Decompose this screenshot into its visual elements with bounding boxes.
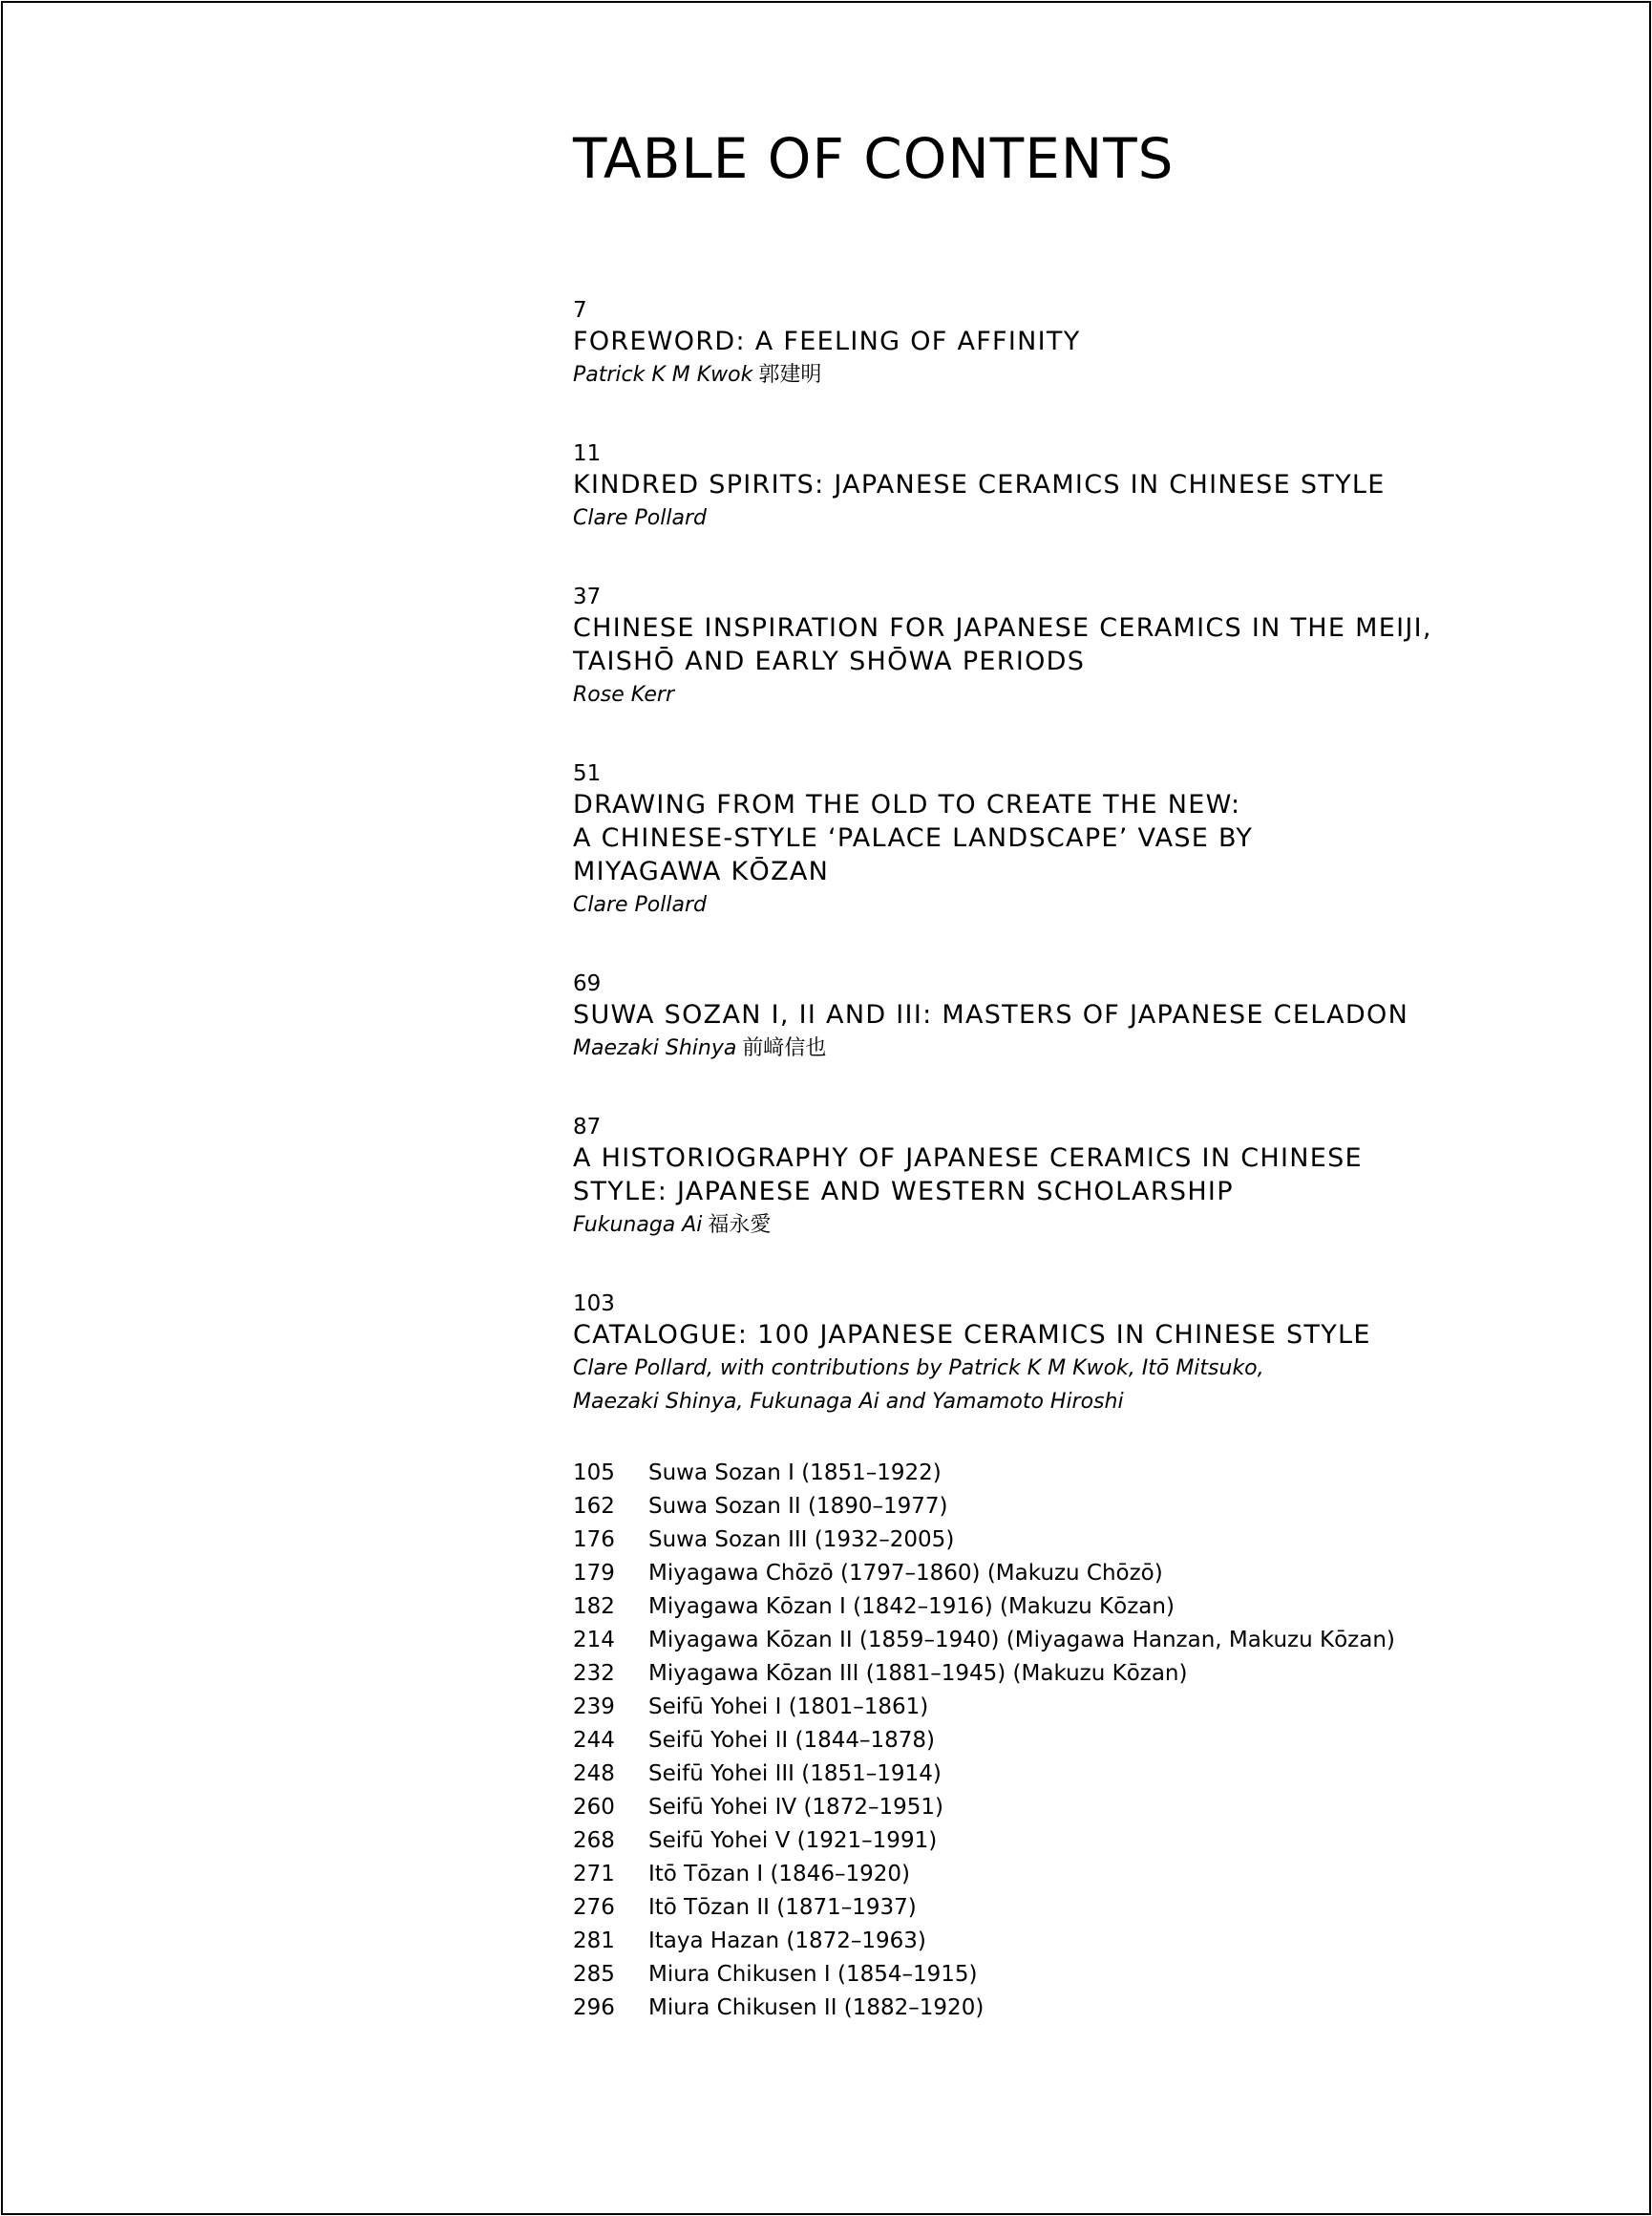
catalogue-page-number: 281 [573, 1928, 615, 1953]
catalogue-page-number: 105 [573, 1460, 615, 1485]
catalogue-item-label: Miura Chikusen II (1882–1920) [648, 1995, 985, 2020]
entry-title: CHINESE INSPIRATION FOR JAPANESE CERAMICS IN THE MEIJI, [573, 613, 1432, 643]
catalogue-item-label: Seifū Yohei V (1921–1991) [648, 1828, 938, 1853]
entry-page-number: 37 [573, 585, 602, 609]
author-name: Clare Pollard [573, 506, 707, 530]
entry-page-number: 87 [573, 1115, 602, 1140]
entry-title: FOREWORD: A FEELING OF AFFINITY [573, 327, 1081, 356]
author-name: Patrick K M Kwok [573, 363, 753, 387]
toc-entry [573, 970, 1566, 1065]
entry-title: KINDRED SPIRITS: JAPANESE CERAMICS IN CHINESE STYLE [573, 470, 1386, 500]
toc-entry [573, 759, 1566, 922]
catalogue-list-item [573, 1791, 1566, 1824]
catalogue-list-item [573, 1590, 1566, 1624]
catalogue-list-item [573, 1657, 1566, 1691]
catalogue-page-number: 176 [573, 1527, 615, 1552]
catalogue-page-number: 271 [573, 1862, 615, 1886]
entry-credit-line: Clare Pollard, with contributions by Patrick K M Kwok, Itō Mitsuko, [573, 1356, 1264, 1380]
toc-entry [573, 583, 1566, 712]
author-name-cjk: 福永愛 [708, 1213, 772, 1237]
catalogue-list-item [573, 1724, 1566, 1758]
catalogue-item-label: Suwa Sozan II (1890–1977) [648, 1494, 948, 1519]
catalogue-item-label: Suwa Sozan I (1851–1922) [648, 1460, 942, 1485]
catalogue-item-label: Itō Tōzan II (1871–1937) [648, 1895, 917, 1920]
catalogue-item-label: Itaya Hazan (1872–1963) [648, 1928, 926, 1953]
entry-page-number: 11 [573, 441, 602, 466]
catalogue-item-label: Miura Chikusen I (1854–1915) [648, 1962, 978, 1987]
page-title: TABLE OF CONTENTS [573, 126, 1175, 191]
catalogue-item-label: Miyagawa Chōzō (1797–1860) (Makuzu Chōzō) [648, 1561, 1163, 1586]
catalogue-item-label: Miyagawa Kōzan I (1842–1916) (Makuzu Kōzan) [648, 1594, 1175, 1619]
catalogue-page-number: 248 [573, 1761, 615, 1786]
entry-title: STYLE: JAPANESE AND WESTERN SCHOLARSHIP [573, 1177, 1234, 1206]
entry-title: CATALOGUE: 100 JAPANESE CERAMICS IN CHINESE STYLE [573, 1320, 1371, 1350]
entry-page-number: 69 [573, 971, 602, 996]
catalogue-item-label: Seifū Yohei II (1844–1878) [648, 1728, 936, 1753]
catalogue-list-item [573, 1925, 1566, 1958]
entry-title: A CHINESE-STYLE ‘PALACE LANDSCAPE’ VASE BY [573, 823, 1254, 853]
catalogue-list-item [573, 1891, 1566, 1925]
entry-title: SUWA SOZAN I, II AND III: MASTERS OF JAPANESE CELADON [573, 1000, 1409, 1030]
entry-credit-line: Maezaki Shinya, Fukunaga Ai and Yamamoto Hiroshi [573, 1390, 1124, 1414]
entry-author [573, 358, 1566, 392]
catalogue-item-label: Suwa Sozan III (1932–2005) [648, 1527, 955, 1552]
catalogue-list-item [573, 1691, 1566, 1724]
entry-title: A HISTORIOGRAPHY OF JAPANESE CERAMICS IN CHINESE [573, 1143, 1363, 1173]
catalogue-page-number: 214 [573, 1628, 615, 1652]
catalogue-page-number: 244 [573, 1728, 615, 1753]
entry-title: DRAWING FROM THE OLD TO CREATE THE NEW: [573, 790, 1241, 820]
catalogue-list-item [573, 1758, 1566, 1791]
table-of-contents [573, 124, 1566, 2025]
catalogue-item-label: Itō Tōzan I (1846–1920) [648, 1862, 910, 1886]
catalogue-item-label: Seifū Yohei I (1801–1861) [648, 1694, 929, 1719]
entry-author [573, 1032, 1566, 1065]
author-name-cjk: 郭建明 [758, 363, 822, 387]
catalogue-list-item [573, 1824, 1566, 1858]
catalogue-item-label: Seifū Yohei IV (1872–1951) [648, 1795, 943, 1820]
catalogue-page-number: 260 [573, 1795, 615, 1820]
catalogue-list-item [573, 1490, 1566, 1524]
catalogue-item-label: Miyagawa Kōzan II (1859–1940) (Miyagawa Hanzan, Makuzu Kōzan) [648, 1628, 1395, 1652]
catalogue-list-item [573, 1524, 1566, 1557]
catalogue-list-item [573, 1992, 1566, 2025]
entry-page-number: 51 [573, 761, 602, 786]
entry-title: TAISHŌ AND EARLY SHŌWA PERIODS [573, 647, 1086, 676]
catalogue-list [573, 1457, 1566, 2025]
catalogue-page-number: 239 [573, 1694, 615, 1719]
entry-author [573, 501, 1566, 535]
toc-entry-catalogue [573, 1289, 1566, 1418]
catalogue-item-label: Seifū Yohei III (1851–1914) [648, 1761, 942, 1786]
entry-page-number: 7 [573, 298, 587, 323]
entry-author [573, 888, 1566, 922]
catalogue-list-item [573, 1858, 1566, 1891]
catalogue-page-number: 296 [573, 1995, 615, 2020]
catalogue-page-number: 182 [573, 1594, 615, 1619]
author-name: Fukunaga Ai [573, 1213, 703, 1237]
catalogue-page-number: 268 [573, 1828, 615, 1853]
entry-title: MIYAGAWA KŌZAN [573, 857, 830, 886]
entry-author [573, 1208, 1566, 1242]
catalogue-page-number: 162 [573, 1494, 615, 1519]
author-name: Rose Kerr [573, 683, 675, 707]
catalogue-item-label: Miyagawa Kōzan III (1881–1945) (Makuzu Kōzan) [648, 1661, 1188, 1686]
catalogue-page-number: 285 [573, 1962, 615, 1987]
catalogue-page-number: 232 [573, 1661, 615, 1686]
catalogue-list-item [573, 1958, 1566, 1992]
catalogue-page-number: 179 [573, 1561, 615, 1586]
catalogue-list-item [573, 1624, 1566, 1657]
toc-entry [573, 1113, 1566, 1242]
catalogue-list-item [573, 1457, 1566, 1490]
catalogue-page-number: 276 [573, 1895, 615, 1920]
author-name-cjk: 前﨑信也 [742, 1036, 827, 1060]
toc-entry [573, 439, 1566, 535]
author-name: Maezaki Shinya [573, 1036, 737, 1060]
toc-entry [573, 296, 1566, 392]
entry-author [573, 678, 1566, 712]
catalogue-list-item [573, 1557, 1566, 1590]
author-name: Clare Pollard [573, 893, 707, 917]
toc-entries [573, 296, 1566, 1242]
entry-page-number: 103 [573, 1291, 615, 1316]
